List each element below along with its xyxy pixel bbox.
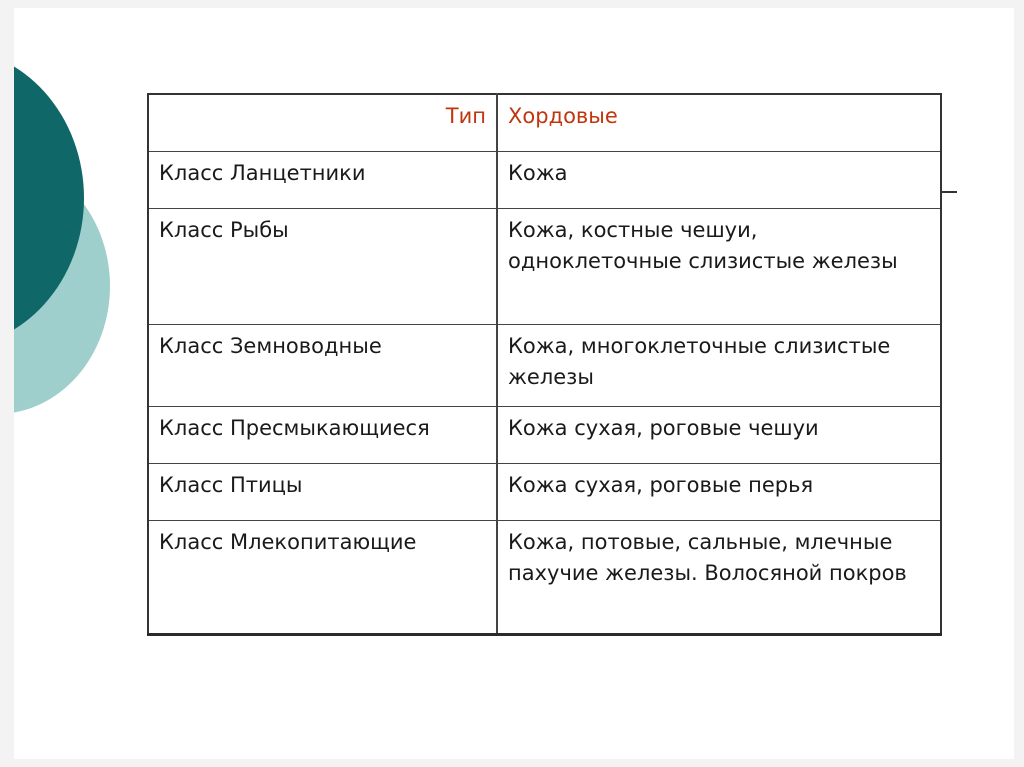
table-header-row (148, 94, 941, 152)
table-row (148, 407, 941, 464)
skin-description-cell: Кожа сухая, роговые чешуи (497, 407, 941, 464)
skin-description-cell: Кожа сухая, роговые перья (497, 464, 941, 521)
table-row (148, 464, 941, 521)
class-name-cell: Класс Пресмыкающиеся (148, 407, 497, 464)
skin-description-cell: Кожа, потовые, сальные, млечные пахучие железы. Волосяной покров (508, 530, 907, 585)
skin-description-cell: Кожа (497, 152, 941, 209)
skin-description-cell: Кожа, многоклеточные слизистые железы (497, 325, 941, 407)
table-row (148, 521, 941, 635)
header-phylum: Хордовые (497, 94, 941, 152)
skin-description-cell: Кожа, костные чешуи, одноклеточные слизистые железы (497, 209, 941, 325)
table-row (148, 325, 941, 407)
class-name-cell: Класс Птицы (148, 464, 497, 521)
class-name-cell: Класс Ланцетники (148, 152, 497, 209)
class-name-cell: Класс Млекопитающие (148, 521, 497, 635)
table-row (148, 152, 941, 209)
class-name-cell: Класс Рыбы (148, 209, 497, 325)
class-name-cell: Класс Земноводные (148, 325, 497, 407)
header-type-label: Тип (148, 94, 497, 152)
table-row (148, 209, 941, 325)
chordates-skin-table (147, 93, 942, 636)
decorative-line (940, 191, 957, 193)
